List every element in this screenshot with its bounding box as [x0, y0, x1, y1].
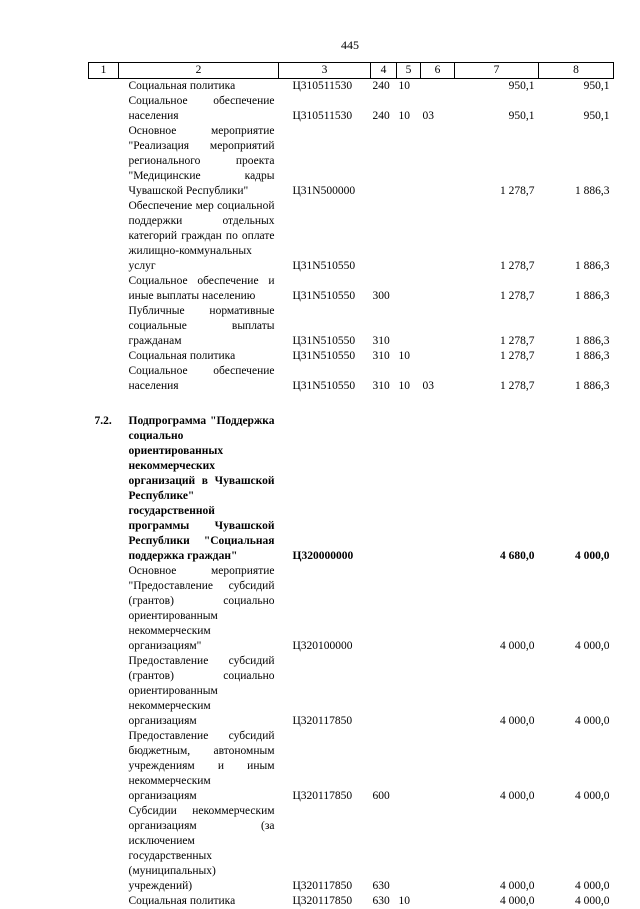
row-number [89, 304, 119, 349]
row-name: Публичные нормативные социальные выплаты гражданам [119, 304, 279, 349]
subsection [421, 414, 455, 564]
section [397, 414, 421, 564]
column-header: 7 [455, 63, 539, 79]
expense-type: 630 [371, 894, 397, 909]
amount-col-7: 1 278,7 [455, 304, 539, 349]
table-row [89, 414, 614, 564]
row-name: Социальная политика [119, 349, 279, 364]
expense-type: 310 [371, 364, 397, 394]
page-number: 445 [0, 38, 640, 53]
expense-type: 300 [371, 274, 397, 304]
row-name: Субсидии некоммерческим организациям (за исключением государственных (муниципальных) учреждений) [119, 804, 279, 894]
subsection [421, 79, 455, 95]
section: 10 [397, 94, 421, 124]
amount-col-7: 4 000,0 [455, 564, 539, 654]
amount-col-8: 4 000,0 [539, 564, 614, 654]
table-row [89, 364, 614, 394]
amount-col-8: 4 000,0 [539, 894, 614, 909]
column-header: 6 [421, 63, 455, 79]
column-header: 8 [539, 63, 614, 79]
row-name: Социальное обеспечение населения [119, 94, 279, 124]
table-body [89, 79, 614, 909]
row-number [89, 729, 119, 804]
row-name: Социальное обеспечение и иные выплаты населению [119, 274, 279, 304]
amount-col-7: 1 278,7 [455, 199, 539, 274]
column-header: 1 [89, 63, 119, 79]
row-number [89, 654, 119, 729]
subsection [421, 654, 455, 729]
column-header: 3 [279, 63, 371, 79]
table-row [89, 349, 614, 364]
section [397, 304, 421, 349]
amount-col-8: 1 886,3 [539, 364, 614, 394]
row-name: Обеспечение мер социальной поддержки отдельных категорий граждан по оплате жилищно-коммунальных услуг [119, 199, 279, 274]
amount-col-8: 4 000,0 [539, 804, 614, 894]
amount-col-8: 950,1 [539, 79, 614, 95]
column-header: 5 [397, 63, 421, 79]
amount-col-7: 1 278,7 [455, 364, 539, 394]
target-code: Ц320117850 [279, 729, 371, 804]
expense-type [371, 199, 397, 274]
amount-col-7: 1 278,7 [455, 124, 539, 199]
subsection [421, 894, 455, 909]
row-number [89, 364, 119, 394]
row-number: 7.2. [89, 414, 119, 564]
row-name: Подпрограмма "Поддержка социально ориентированных некоммерческих организаций в Чувашской Республике" государственной программы Чувашской Республики "Социальная поддержка граждан" [119, 414, 279, 564]
expense-type [371, 414, 397, 564]
subsection: 03 [421, 94, 455, 124]
amount-col-8: 1 886,3 [539, 199, 614, 274]
table-row [89, 274, 614, 304]
amount-col-7: 4 680,0 [455, 414, 539, 564]
expense-type: 310 [371, 304, 397, 349]
row-name: Социальная политика [119, 79, 279, 95]
target-code: Ц31N510550 [279, 304, 371, 349]
table-row [89, 79, 614, 95]
column-header: 2 [119, 63, 279, 79]
amount-col-7: 4 000,0 [455, 729, 539, 804]
table-row [89, 199, 614, 274]
table-header [89, 63, 614, 79]
amount-col-7: 4 000,0 [455, 804, 539, 894]
target-code: Ц31N510550 [279, 349, 371, 364]
target-code: Ц310511530 [279, 94, 371, 124]
table-row [89, 304, 614, 349]
target-code: Ц320100000 [279, 564, 371, 654]
section: 10 [397, 349, 421, 364]
section [397, 804, 421, 894]
target-code: Ц320117850 [279, 804, 371, 894]
row-number [89, 804, 119, 894]
amount-col-8: 1 886,3 [539, 349, 614, 364]
amount-col-7: 950,1 [455, 94, 539, 124]
table-row [89, 564, 614, 654]
row-number [89, 79, 119, 95]
table-row [89, 124, 614, 199]
expense-type [371, 564, 397, 654]
row-name: Основное мероприятие "Реализация мероприятий регионального проекта "Медицинские кадры Чувашской Республики" [119, 124, 279, 199]
amount-col-8: 4 000,0 [539, 654, 614, 729]
expense-type: 630 [371, 804, 397, 894]
section [397, 274, 421, 304]
expense-type: 240 [371, 79, 397, 95]
budget-table [88, 62, 614, 909]
amount-col-8: 1 886,3 [539, 124, 614, 199]
target-code: Ц31N510550 [279, 199, 371, 274]
section [397, 199, 421, 274]
row-name: Социальная политика [119, 894, 279, 909]
subsection: 03 [421, 364, 455, 394]
subsection [421, 304, 455, 349]
subsection [421, 274, 455, 304]
subsection [421, 564, 455, 654]
row-number [89, 199, 119, 274]
amount-col-8: 950,1 [539, 94, 614, 124]
section: 10 [397, 364, 421, 394]
amount-col-8: 1 886,3 [539, 274, 614, 304]
target-code: Ц320117850 [279, 654, 371, 729]
amount-col-7: 4 000,0 [455, 654, 539, 729]
target-code: Ц310511530 [279, 79, 371, 95]
target-code: Ц31N500000 [279, 124, 371, 199]
target-code: Ц320000000 [279, 414, 371, 564]
column-header: 4 [371, 63, 397, 79]
spacer-row [89, 394, 614, 414]
row-name: Предоставление субсидий бюджетным, автономным учреждениям и иным некоммерческим организациям [119, 729, 279, 804]
expense-type: 240 [371, 94, 397, 124]
row-number [89, 274, 119, 304]
subsection [421, 124, 455, 199]
expense-type [371, 124, 397, 199]
subsection [421, 199, 455, 274]
row-name: Основное мероприятие "Предоставление субсидий (грантов) социально ориентированным некоммерческим организациям" [119, 564, 279, 654]
row-number [89, 124, 119, 199]
expense-type: 310 [371, 349, 397, 364]
row-name: Социальное обеспечение населения [119, 364, 279, 394]
amount-col-7: 4 000,0 [455, 894, 539, 909]
table-row [89, 729, 614, 804]
section [397, 654, 421, 729]
expense-type [371, 654, 397, 729]
amount-col-8: 4 000,0 [539, 414, 614, 564]
section [397, 729, 421, 804]
table-row [89, 94, 614, 124]
section [397, 124, 421, 199]
table-row [89, 804, 614, 894]
row-number [89, 894, 119, 909]
amount-col-7: 1 278,7 [455, 274, 539, 304]
subsection [421, 804, 455, 894]
section: 10 [397, 894, 421, 909]
target-code: Ц320117850 [279, 894, 371, 909]
section [397, 564, 421, 654]
table-row [89, 654, 614, 729]
amount-col-7: 950,1 [455, 79, 539, 95]
subsection [421, 349, 455, 364]
table-row [89, 894, 614, 909]
section: 10 [397, 79, 421, 95]
amount-col-8: 1 886,3 [539, 304, 614, 349]
amount-col-7: 1 278,7 [455, 349, 539, 364]
row-number [89, 349, 119, 364]
spacer-cell [89, 394, 614, 414]
row-number [89, 564, 119, 654]
subsection [421, 729, 455, 804]
row-number [89, 94, 119, 124]
target-code: Ц31N510550 [279, 274, 371, 304]
target-code: Ц31N510550 [279, 364, 371, 394]
amount-col-8: 4 000,0 [539, 729, 614, 804]
row-name: Предоставление субсидий (грантов) социально ориентированным некоммерческим организациям [119, 654, 279, 729]
expense-type: 600 [371, 729, 397, 804]
